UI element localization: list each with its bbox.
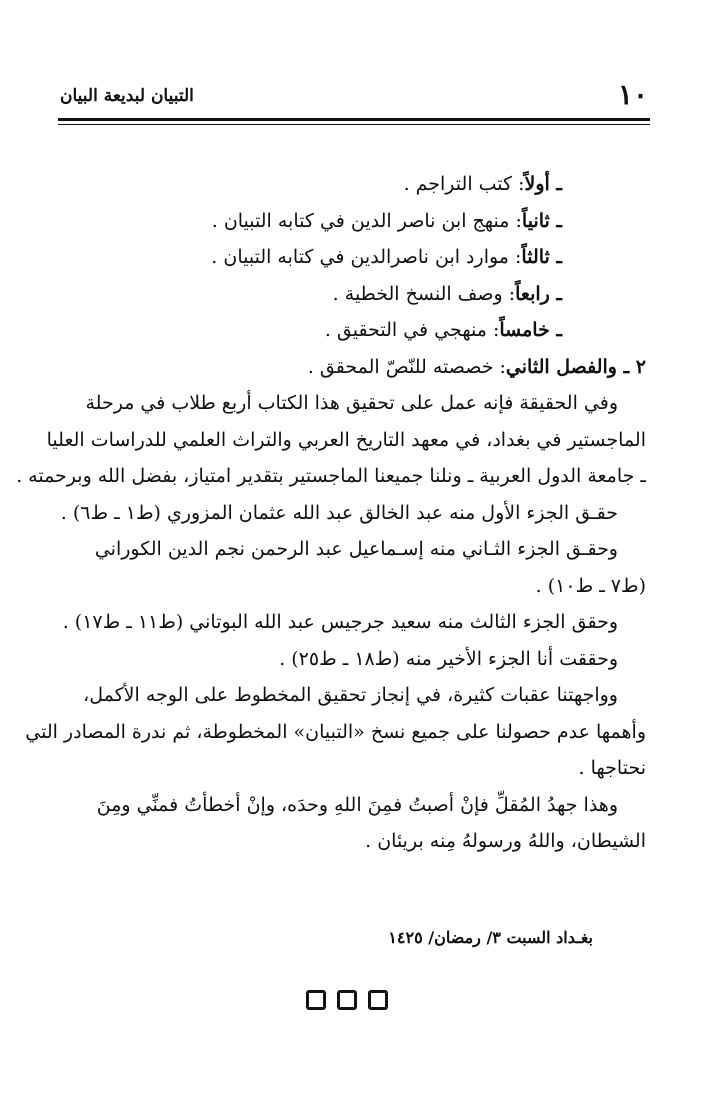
list-item — [60, 239, 646, 276]
list-item-label: ـ خامساً — [499, 319, 562, 341]
list-item-text: : منهجي في التحقيق . — [324, 319, 500, 341]
ornament-square-icon — [368, 990, 388, 1010]
page-number: ١٠ — [617, 78, 648, 111]
list-item-label: ـ ثالثاً — [521, 246, 562, 268]
paragraph-line: حقـق الجزء الأول منه عبد الخالق عبد الله عثمان المزوري (ط١ ـ ط٦) . — [60, 501, 618, 524]
list-item-text: : منهج ابن ناصر الدين في كتابه التبيان . — [211, 209, 522, 232]
running-title: التبيان لبديعة البيان — [60, 86, 194, 106]
list-item — [60, 312, 646, 349]
paragraph-line: الماجستير في بغداد، في معهد التاريخ العربي والتراث العلمي للدراسات العليا — [46, 428, 646, 451]
body-text — [16, 166, 646, 860]
list-item-text: : موارد ابن ناصرالدين في كتابه التبيان . — [211, 246, 522, 268]
page-header — [60, 80, 648, 110]
list-item-text: : وصف النسخ الخطية . — [332, 282, 516, 305]
ornament-square-icon — [306, 990, 326, 1010]
list-item — [60, 203, 646, 240]
list-item-label: ـ أولاً — [524, 173, 562, 195]
paragraph-line: ـ جامعة الدول العربية ـ ونلنا جميعنا الماجستير بتقدير امتياز، بفضل الله وبرحمته . — [16, 465, 646, 487]
date-line: بغـداد السبت ٣/ رمضان/ ١٤٢٥ — [388, 928, 593, 947]
section-text: : خصصته للنّصّ المحقق . — [307, 355, 506, 378]
paragraph-line: نحتاجها . — [578, 757, 646, 779]
section-label: ٢ ـ والفصل الثاني — [505, 355, 646, 378]
paragraph-line: وفي الحقيقة فإنه عمل على تحقيق هذا الكتاب أربع طلاب في مرحلة — [85, 392, 618, 414]
paragraph-line: وحققت أنا الجزء الأخير منه (ط١٨ ـ ط٢٥) . — [279, 647, 618, 670]
paragraph-line: (ط٧ ـ ط١٠) . — [535, 574, 646, 597]
end-ornament — [306, 990, 388, 1014]
paragraph-line: وهذا جهدُ المُقلِّ فإنْ أصبتُ فمِنَ اللهِ وحدَه، وإنْ أخطأتُ فمنِّي ومِنَ — [96, 793, 618, 816]
paragraph-line: وحقق الجزء الثالث منه سعيد جرجيس عبد الله البوتاني (ط١١ ـ ط١٧) . — [62, 611, 618, 633]
section-line — [60, 349, 646, 386]
paragraph-line: وحقـق الجزء الثـاني منه إسـماعيل عبد الرحمن نجم الدين الكوراني — [94, 538, 618, 560]
list-item-label: ـ ثانياً — [521, 209, 562, 232]
header-rule-thick — [58, 118, 650, 121]
list-item-label: ـ رابعاً — [515, 282, 562, 305]
header-rule-thin — [58, 124, 650, 125]
paragraph-line: وواجهتنا عقبات كثيرة، في إنجاز تحقيق المخطوط على الوجه الأكمل، — [83, 684, 618, 706]
paragraph-line: الشيطان، واللهُ ورسولهُ مِنه بريئان . — [365, 830, 646, 852]
list-item — [60, 276, 646, 313]
list-item — [60, 166, 646, 203]
list-item-text: : كتب التراجم . — [403, 173, 525, 195]
ornament-square-icon — [337, 990, 357, 1010]
paragraph-line: وأهمها عدم حصولنا على جميع نسخ «التبيان» المخطوطة، ثم ندرة المصادر التي — [25, 720, 646, 743]
